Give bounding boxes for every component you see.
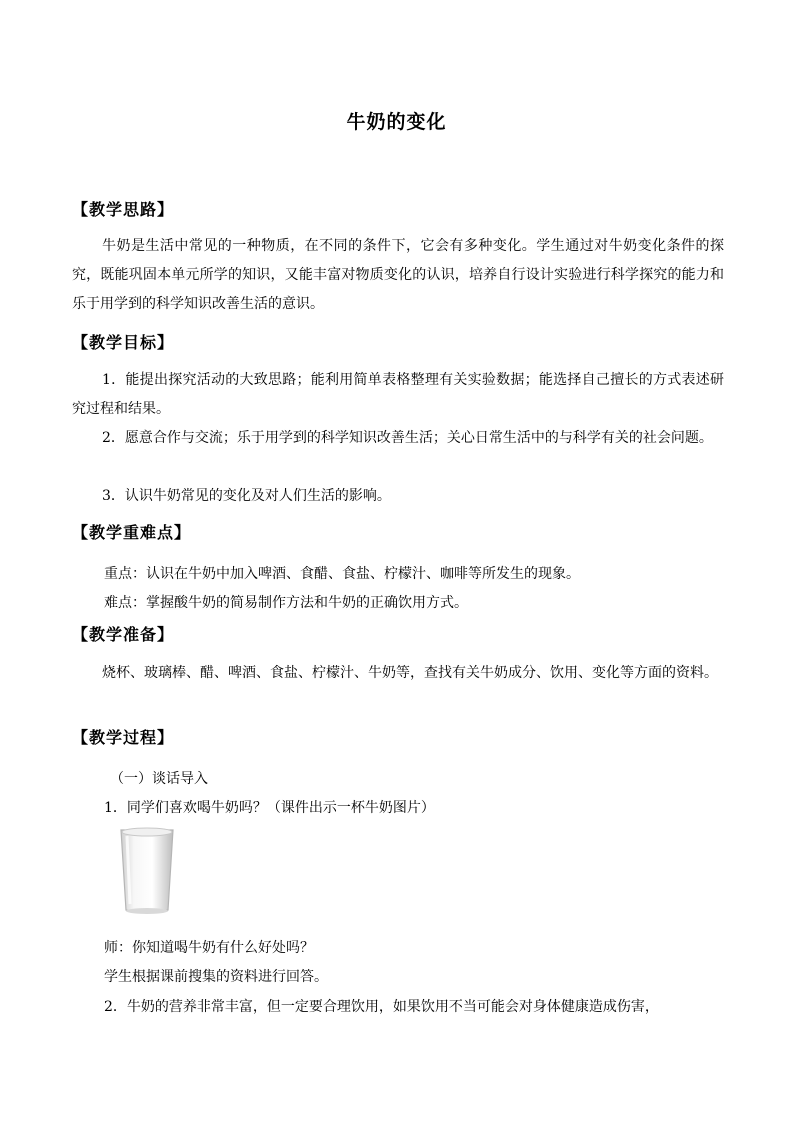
question-2: 2．牛奶的营养非常丰富，但一定要合理饮用，如果饮用不当可能会对身体健康造成伤害，	[104, 999, 659, 1015]
heading-key-points: 【教学重难点】	[72, 523, 192, 542]
heading-teaching-goals: 【教学目标】	[72, 333, 175, 352]
goal-item-1: 1．能提出探究活动的大致思路；能利用简单表格整理有关实验数据；能选择自己擅长的方式表述研究过程和结果。	[72, 372, 724, 417]
goal-item-3: 3．认识牛奶常见的变化及对人们生活的影响。	[102, 488, 391, 504]
paragraph-teaching-thinking: 牛奶是生活中常见的一种物质，在不同的条件下，它会有多种变化。学生通过对牛奶变化条件的探究，既能巩固本单元所学的知识，又能丰富对物质变化的认识，培养自行设计实验进行科学探究的能力和乐于用学到的科学知识改善生活的意识。	[72, 238, 724, 312]
paragraph-teaching-prep: 烧杯、玻璃棒、醋、啤酒、食盐、柠檬汁、牛奶等，查找有关牛奶成分、饮用、变化等方面的资料。	[102, 665, 718, 681]
subsection-intro: （一）谈话导入	[110, 771, 208, 787]
heading-teaching-process: 【教学过程】	[72, 728, 175, 747]
difficult-point-line: 难点：掌握酸牛奶的简易制作方法和牛奶的正确饮用方式。	[104, 595, 468, 611]
teacher-question: 师：你知道喝牛奶有什么好处吗？	[104, 940, 314, 956]
page-title: 牛奶的变化	[346, 111, 447, 133]
goal-item-2: 2．愿意合作与交流；乐于用学到的科学知识改善生活；关心日常生活中的与科学有关的社会问题。	[102, 430, 713, 446]
milk-glass-image	[118, 826, 176, 916]
heading-teaching-thinking: 【教学思路】	[72, 200, 175, 219]
heading-teaching-prep: 【教学准备】	[72, 625, 175, 644]
question-1: 1．同学们喜欢喝牛奶吗？（课件出示一杯牛奶图片）	[104, 800, 435, 816]
student-response: 学生根据课前搜集的资料进行回答。	[104, 969, 328, 985]
key-point-line: 重点：认识在牛奶中加入啤酒、食醋、食盐、柠檬汁、咖啡等所发生的现象。	[104, 566, 580, 582]
